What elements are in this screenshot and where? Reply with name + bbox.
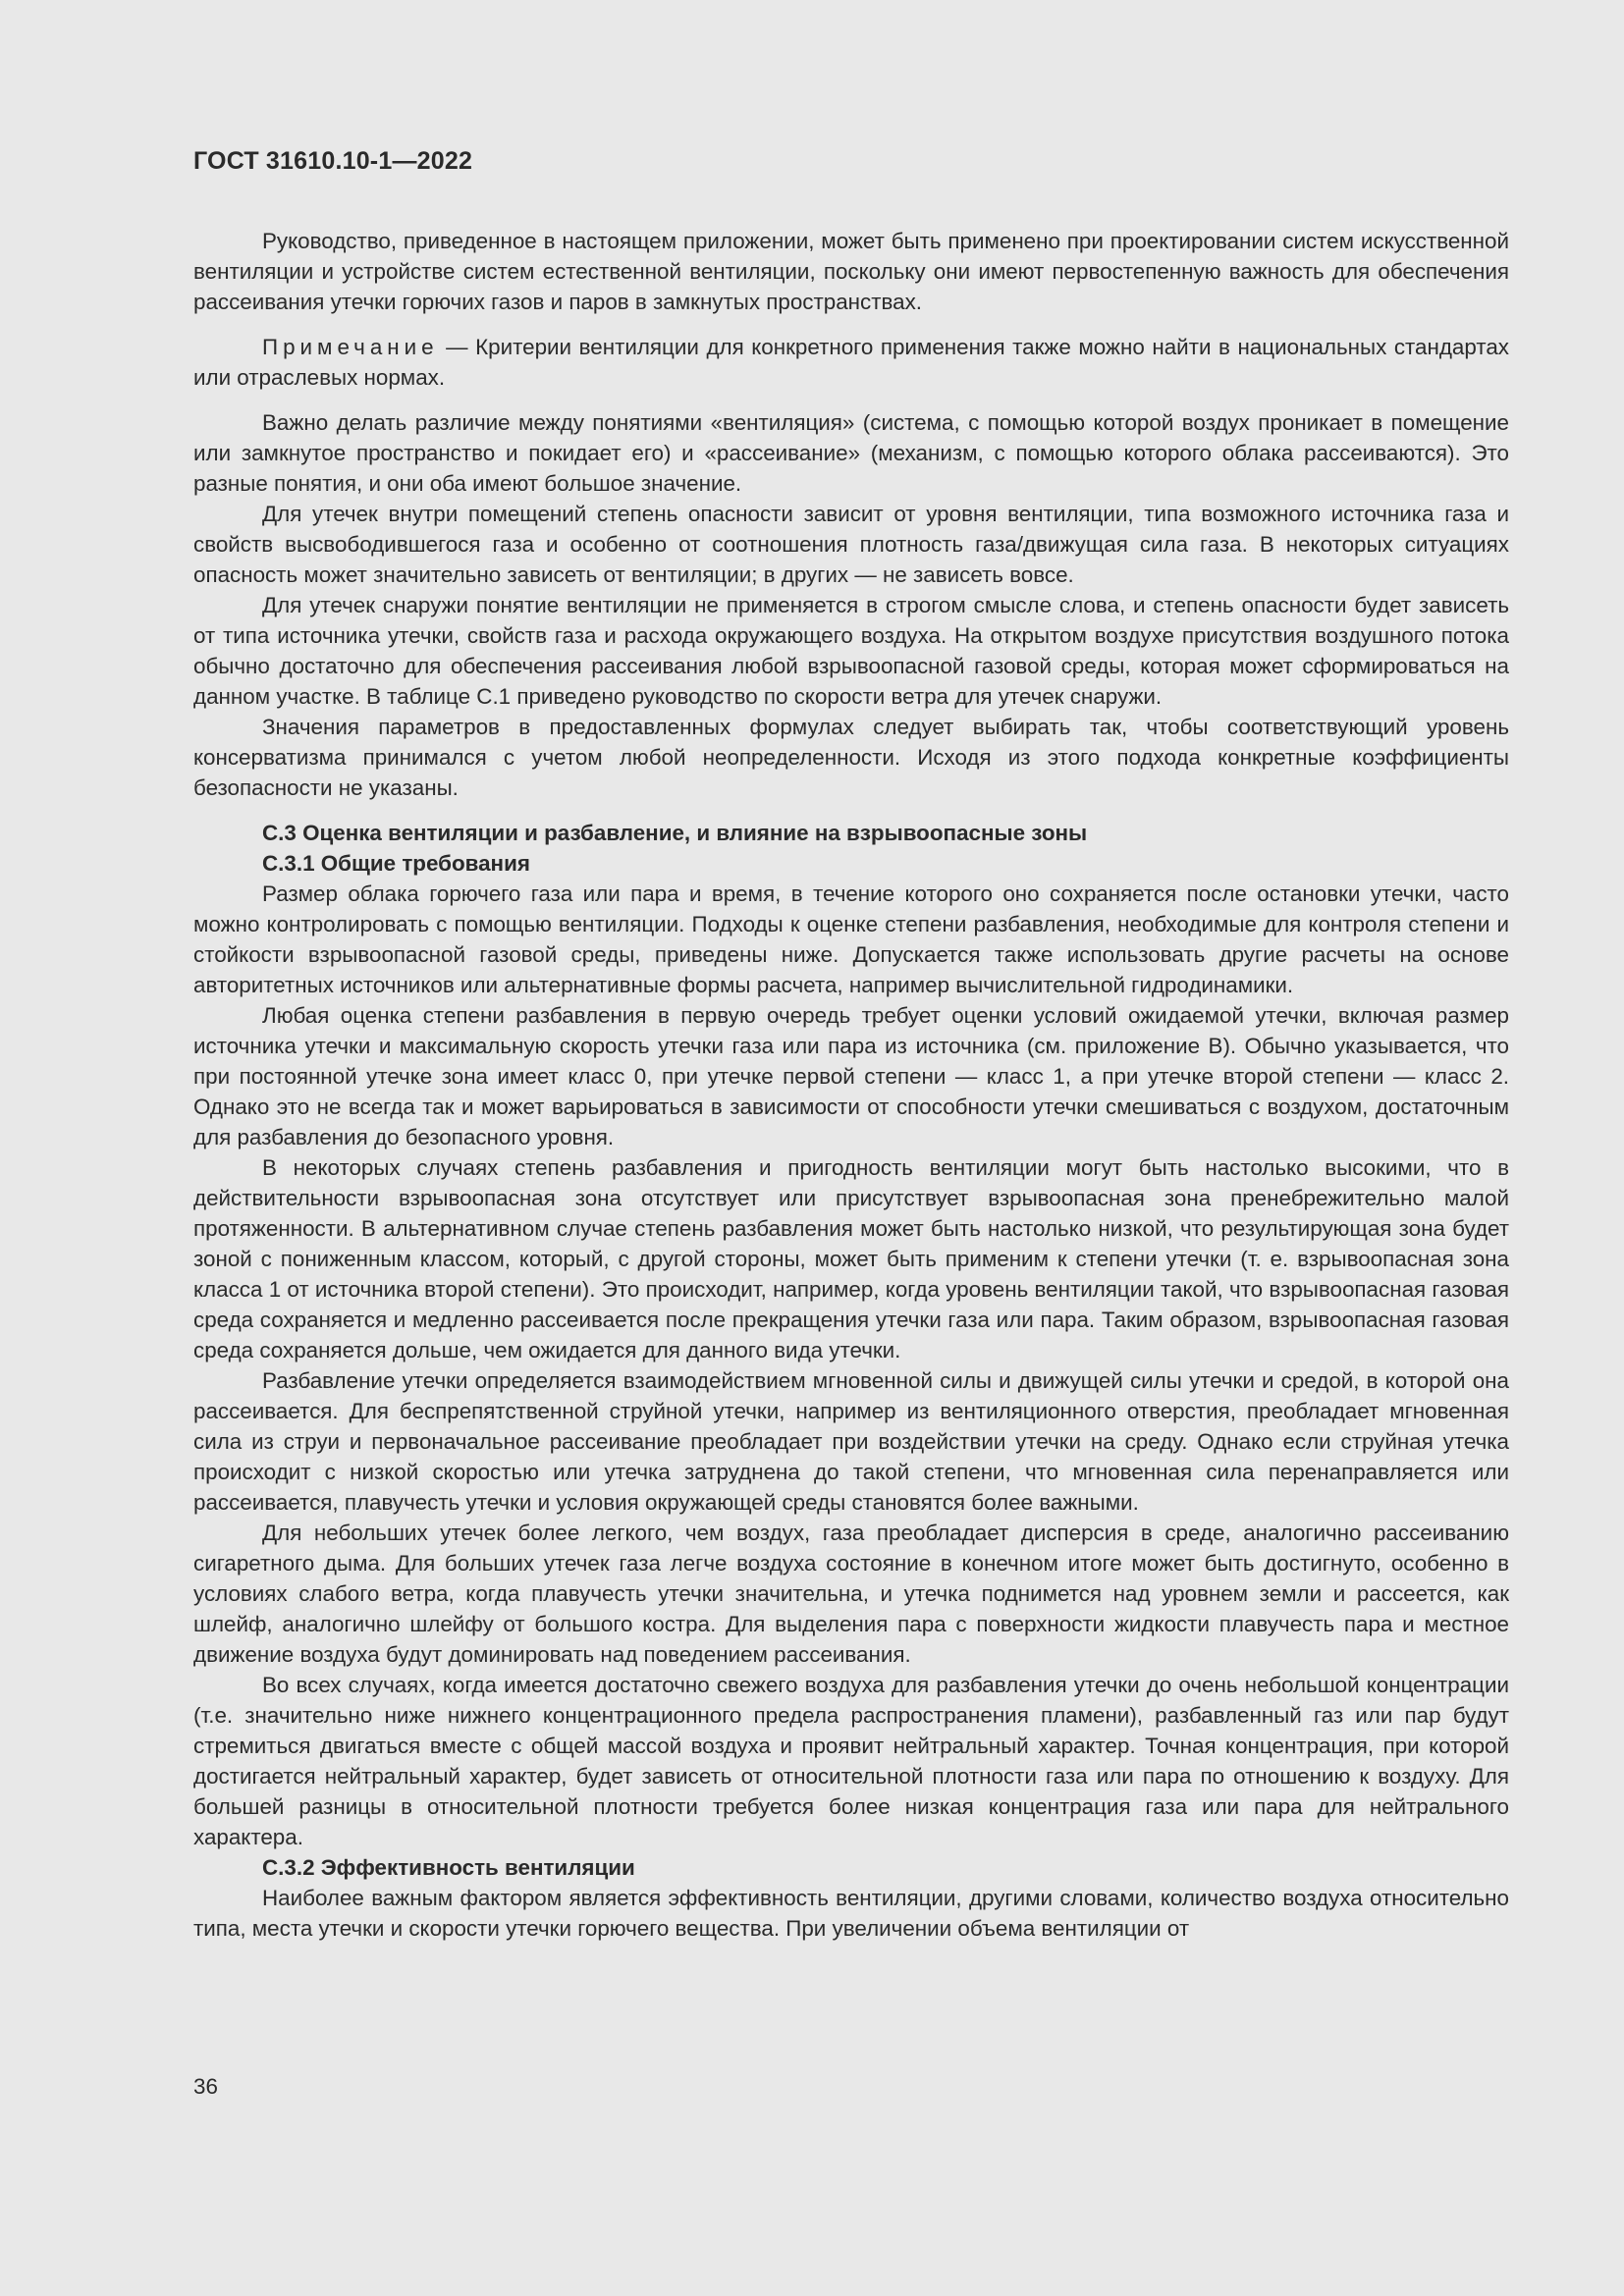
- paragraph: Для утечек снаружи понятие вентиляции не применяется в строгом смысле слова, и степень опасности будет зависеть от типа источника утечки, свойств газа и расхода окружающего воздуха. На открытом воздухе присутствия воздушного потока обычно достаточно для обеспечения рассеивания любой взрывоопасной газовой среды, которая может сформироваться на данном участке. В таблице С.1 приведено руководство по скорости ветра для утечек снаружи.: [193, 593, 1509, 709]
- subsection-heading: С.3.1 Общие требования: [262, 851, 530, 876]
- paragraph: Размер облака горючего газа или пара и время, в течение которого оно сохраняется после остановки утечки, часто можно контролировать с помощью вентиляции. Подходы к оценке степени разбавления, необходимые для контроля степени и стойкости взрывоопасной газовой среды, приведены ниже. Допускается также использовать другие расчеты на основе авторитетных источников или альтернативные формы расчета, например вычислительной гидродинамики.: [193, 881, 1509, 997]
- paragraph: Для небольших утечек более легкого, чем воздух, газа преобладает дисперсия в среде, аналогично рассеиванию сигаретного дыма. Для больших утечек газа легче воздуха состояние в конечном итоге может быть достигнуто, особенно в условиях слабого ветра, когда плавучесть утечки значительна, и утечка поднимется над уровнем земли и рассеется, как шлейф, аналогично шлейфу от большого костра. Для выделения пара с поверхности жидкости плавучесть пара и местное движение воздуха будут доминировать над поведением рассеивания.: [193, 1521, 1509, 1667]
- subsection-heading: С.3.2 Эффективность вентиляции: [262, 1855, 635, 1880]
- document-page: [193, 0, 1509, 2296]
- section-heading: С.3 Оценка вентиляции и разбавление, и влияние на взрывоопасные зоны: [262, 821, 1088, 845]
- document-header: ГОСТ 31610.10-1—2022: [193, 147, 473, 175]
- paragraph: Любая оценка степени разбавления в первую очередь требует оценки условий ожидаемой утечки, включая размер источника утечки и максимальную скорость утечки газа или пара из источника (см. приложение В). Обычно указывается, что при постоянной утечке зона имеет класс 0, при утечке первой степени — класс 1, а при утечке второй степени — класс 2. Однако это не всегда так и может варьироваться в зависимости от способности утечки смешиваться с воздухом, достаточным для разбавления до безопасного уровня.: [193, 1003, 1509, 1149]
- paragraph: Наиболее важным фактором является эффективность вентиляции, другими словами, количество воздуха относительно типа, места утечки и скорости утечки горючего вещества. При увеличении объема вентиляции от: [193, 1886, 1509, 1941]
- page-number: 36: [193, 2074, 218, 2099]
- paragraph: Руководство, приведенное в настоящем приложении, может быть применено при проектировании систем искусственной вентиляции и устройстве систем естественной вентиляции, поскольку они имеют первостепенную важность для обеспечения рассеивания утечки горючих газов и паров в замкнутых пространствах.: [193, 229, 1509, 314]
- note-text: — Критерии вентиляции для конкретного применения также можно найти в национальных стандартах или отраслевых нормах.: [193, 335, 1509, 390]
- paragraph: Во всех случаях, когда имеется достаточно свежего воздуха для разбавления утечки до очень небольшой концентрации (т.е. значительно ниже нижнего концентрационного предела распространения пламени), разбавленный газ или пар будут стремиться двигаться вместе с общей массой воздуха и проявит нейтральный характер. Точная концентрация, при которой достигается нейтральный характер, будет зависеть от относительной плотности газа или пара по отношению к воздуху. Для большей разницы в относительной плотности требуется более низкая концентрация газа или пара для нейтрального характера.: [193, 1673, 1509, 1849]
- paragraph: Для утечек внутри помещений степень опасности зависит от уровня вентиляции, типа возможного источника газа и свойств высвободившегося газа и особенно от соотношения плотность газа/движущая сила газа. В некоторых ситуациях опасность может значительно зависеть от вентиляции; в других — не зависеть вовсе.: [193, 502, 1509, 587]
- document-body: [193, 226, 1509, 1944]
- paragraph: Значения параметров в предоставленных формулах следует выбирать так, чтобы соответствующий уровень консерватизма принимался с учетом любой неопределенности. Исходя из этого подхода конкретные коэффициенты безопасности не указаны.: [193, 715, 1509, 800]
- paragraph: В некоторых случаях степень разбавления и пригодность вентиляции могут быть настолько высокими, что в действительности взрывоопасная зона отсутствует или присутствует взрывоопасная зона пренебрежительно малой протяженности. В альтернативном случае степень разбавления может быть настолько низкой, что результирующая зона будет зоной с пониженным классом, который, с другой стороны, может быть применим к степени утечки (т. е. взрывоопасная зона класса 1 от источника второй степени). Это происходит, например, когда уровень вентиляции такой, что взрывоопасная газовая среда сохраняется и медленно рассеивается после прекращения утечки газа или пара. Таким образом, взрывоопасная газовая среда сохраняется дольше, чем ожидается для данного вида утечки.: [193, 1155, 1509, 1362]
- note-label: Примечание: [262, 335, 439, 359]
- paragraph: Важно делать различие между понятиями «вентиляция» (система, с помощью которой воздух проникает в помещение или замкнутое пространство и покидает его) и «рассеивание» (механизм, с помощью которого облака рассеиваются). Это разные понятия, и они оба имеют большое значение.: [193, 410, 1509, 496]
- paragraph: Разбавление утечки определяется взаимодействием мгновенной силы и движущей силы утечки и средой, в которой она рассеивается. Для беспрепятственной струйной утечки, например из вентиляционного отверстия, преобладает мгновенная сила из струи и первоначальное рассеивание преобладает при воздействии утечки на среду. Однако если струйная утечка происходит с низкой скоростью или утечка затруднена до такой степени, что мгновенная сила перенаправляется или рассеивается, плавучесть утечки и условия окружающей среды становятся более важными.: [193, 1368, 1509, 1515]
- note-paragraph: [193, 332, 1509, 393]
